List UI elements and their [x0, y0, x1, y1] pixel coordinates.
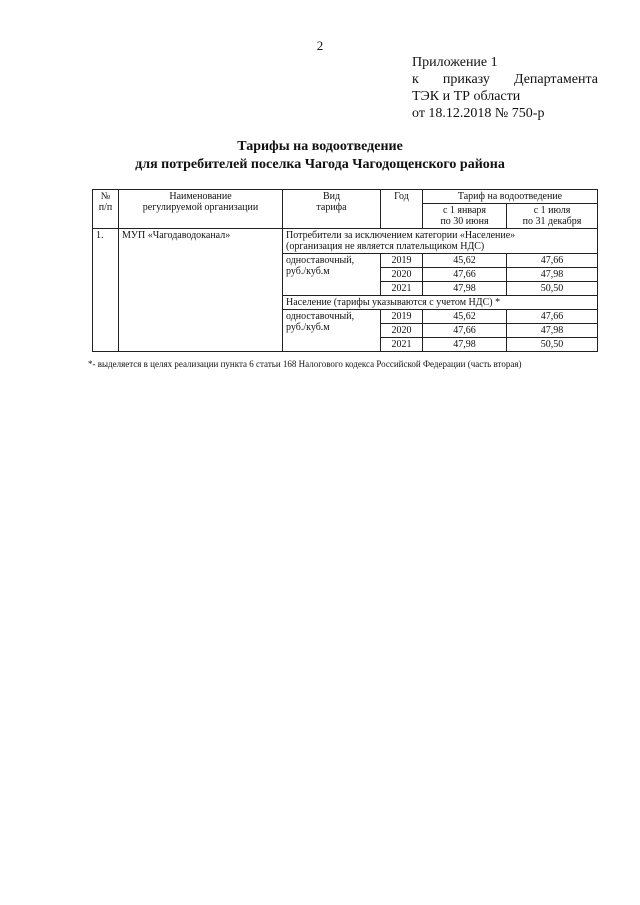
appendix-block [412, 54, 598, 122]
year-cell: 2020 [381, 268, 423, 282]
appendix-line-3: ТЭК и ТР области [412, 89, 521, 104]
tariff-h1-cell: 47,66 [423, 268, 507, 282]
tariff-h1-cell: 47,98 [423, 282, 507, 296]
tariff-h1-cell: 47,98 [423, 338, 507, 352]
header-type-line-1: Вид [322, 191, 341, 202]
appendix-word-1: к [412, 72, 419, 87]
year-cell: 2021 [381, 282, 423, 296]
header-org-line-1: Наименование [169, 191, 232, 202]
header-num-line-2: п/п [98, 202, 113, 213]
appendix-word-2: приказу [442, 72, 490, 87]
tariff-h2-cell: 47,66 [507, 254, 598, 268]
year-cell: 2020 [381, 324, 423, 338]
org-name: МУП «Чагодаводоканал» [119, 229, 283, 352]
category-1 [283, 229, 598, 254]
tariff-h2-cell: 47,98 [507, 324, 598, 338]
header-type [283, 190, 381, 229]
header-period-1-line-2: по 30 июня [440, 216, 489, 227]
header-period-1 [423, 204, 507, 229]
header-num [93, 190, 119, 229]
document-title [0, 138, 640, 174]
tariff-h1-cell: 45,62 [423, 310, 507, 324]
tariff-type-1 [283, 254, 381, 296]
header-num-line-1: № [100, 191, 111, 202]
header-period-2-line-1: с 1 июля [533, 205, 571, 216]
header-year: Год [381, 190, 423, 229]
row-number: 1. [93, 229, 119, 352]
title-line-1: Тарифы на водоотведение [237, 139, 403, 154]
category-1-line-1: Потребители за исключением категории «Население» [286, 230, 516, 241]
header-org-line-2: регулируемой организации [142, 202, 259, 213]
tariff-h2-cell: 50,50 [507, 338, 598, 352]
tariff-type-2-line-2: руб./куб.м [286, 322, 330, 333]
tariff-type-2-line-1: одноставочный, [286, 311, 355, 322]
tariff-h2-cell: 47,98 [507, 268, 598, 282]
year-cell: 2019 [381, 254, 423, 268]
tariff-h1-cell: 47,66 [423, 324, 507, 338]
year-cell: 2021 [381, 338, 423, 352]
header-period-2 [507, 204, 598, 229]
header-org [119, 190, 283, 229]
header-period-1-line-1: с 1 января [442, 205, 487, 216]
year-cell: 2019 [381, 310, 423, 324]
tariff-h1-cell: 45,62 [423, 254, 507, 268]
category-2: Население (тарифы указываются с учетом НДС) * [283, 296, 598, 310]
tariff-type-2 [283, 310, 381, 352]
appendix-line-2 [412, 71, 598, 88]
header-type-line-2: тарифа [316, 202, 347, 213]
appendix-line-1: Приложение 1 [412, 55, 498, 70]
appendix-line-4: от 18.12.2018 № 750-р [412, 106, 545, 121]
header-period-2-line-2: по 31 декабря [522, 216, 582, 227]
tariff-h2-cell: 50,50 [507, 282, 598, 296]
tariff-h2-cell: 47,66 [507, 310, 598, 324]
table-row [93, 229, 598, 254]
appendix-word-3: Департамента [513, 72, 598, 87]
footnote: *- выделяется в целях реализации пункта 6 статьи 168 Налогового кодекса Российской Федерации (часть вторая) [88, 359, 522, 369]
table-header-row [93, 190, 598, 204]
tariff-type-1-line-2: руб./куб.м [286, 266, 330, 277]
tariff-table [92, 189, 598, 352]
header-tariff: Тариф на водоотведение [423, 190, 598, 204]
category-1-line-2: (организация не является плательщиком НДС) [286, 241, 485, 252]
title-line-2: для потребителей поселка Чагода Чагодощенского района [135, 157, 505, 172]
tariff-type-1-line-1: одноставочный, [286, 255, 355, 266]
page-number: 2 [316, 38, 324, 53]
